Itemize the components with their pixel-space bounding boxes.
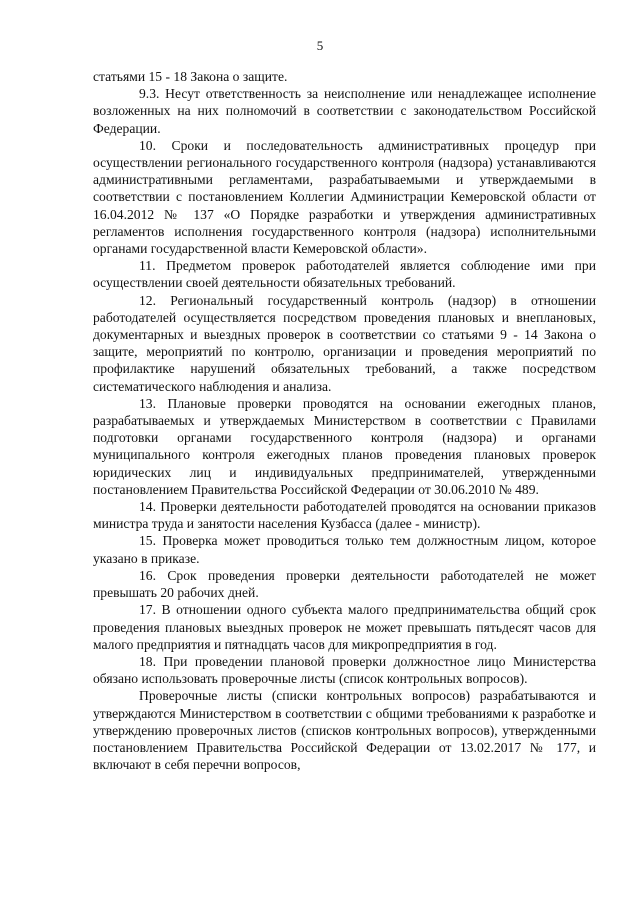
paragraph-9-3: 9.3. Несут ответственность за неисполнение или ненадлежащее исполнение возложенных на них полномочий в соответствии с законодательством Российской Федерации.: [93, 86, 596, 136]
paragraph-12: 12. Региональный государственный контроль (надзор) в отношении работодателей осуществляется посредством проведения плановых и внеплановых, документарных и выездных проверок в соответствии со статьями 9 - 14 Закона о защите, мероприятий по контролю, организации и проведения мероприятий по профилактике нарушений обязательных требований, а также посредством систематического наблюдения и анализа.: [93, 292, 596, 394]
paragraph-11: 11. Предметом проверок работодателей является соблюдение ими при осуществлении своей деятельности обязательных требований.: [93, 258, 596, 291]
paragraph-17: 17. В отношении одного субъекта малого предпринимательства общий срок проведения плановых выездных проверок не может превышать пятьдесят часов для малого предприятия и пятнадцать часов для микропредприятия в год.: [93, 602, 596, 652]
paragraph-13: 13. Плановые проверки проводятся на основании ежегодных планов, разрабатываемых и утверждаемых Министерством в соответствии с Правилами подготовки органами государственного контроля (надзора) и органами муниципального контроля ежегодных планов проведения плановых проверок юридических лиц и индивидуальных предпринимателей, утвержденными постановлением Правительства Российской Федерации от 30.06.2010 № 489.: [93, 395, 596, 497]
document-body: [93, 68, 596, 773]
paragraph-16: 16. Срок проведения проверки деятельности работодателей не может превышать 20 рабочих дней.: [93, 567, 596, 601]
paragraph-continuation: статьями 15 - 18 Закона о защите.: [93, 69, 288, 84]
paragraph-14: 14. Проверки деятельности работодателей проводятся на основании приказов министра труда и занятости населения Кузбасса (далее - министр).: [93, 499, 596, 532]
paragraph-checklists: Проверочные листы (списки контрольных вопросов) разрабатываются и утверждаются Министерством в соответствии с общими требованиями к разработке и утверждению проверочных листов (списков контрольных вопросов), утвержденными постановлением Правительства Российской Федерации от 13.02.2017 № 177, и включают в себя перечни вопросов,: [93, 688, 596, 773]
paragraph-10: 10. Сроки и последовательность административных процедур при осуществлении регионального государственного контроля (надзора) устанавливаются административными регламентами, разрабатываемыми и утверждаемыми в соответствии с постановлением Коллегии Администрации Кемеровской области от 16.04.2012 № 137 «О Порядке разработки и утверждения административных регламентов исполнения государственного контроля (надзора) исполнительными органами государственной власти Кемеровской области».: [93, 137, 596, 257]
paragraph-18: 18. При проведении плановой проверки должностное лицо Министерства обязано использовать проверочные листы (список контрольных вопросов).: [93, 653, 596, 687]
paragraph-15: 15. Проверка может проводиться только тем должностным лицом, которое указано в приказе.: [93, 533, 596, 566]
page-number: 5: [316, 38, 324, 53]
